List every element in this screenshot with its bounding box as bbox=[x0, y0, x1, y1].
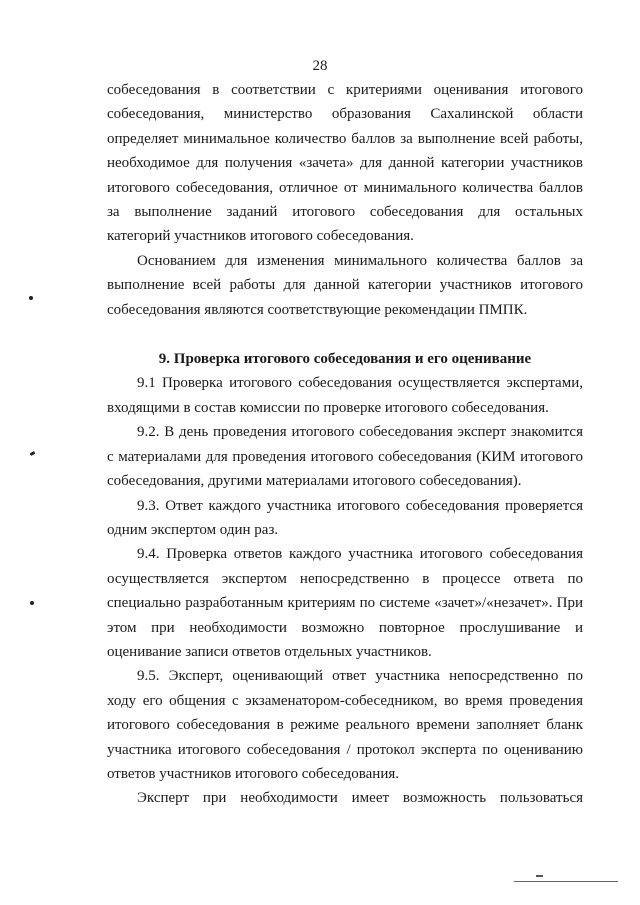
scan-speck bbox=[30, 601, 34, 605]
scan-speck bbox=[29, 296, 33, 300]
paragraph-continuation: собеседования в соответствии с критериями оценивания итогового собеседования, министерство образования Сахалинской области определяет минимальное количество баллов за выполнение всей работы, необходимое для получения «зачета» для данной категории участников итогового собеседования, отличное от минимального количества баллов за выполнение заданий итогового собеседования для остальных категорий участников итогового собеседования. bbox=[107, 82, 583, 245]
scan-mark bbox=[536, 875, 543, 877]
scan-speck bbox=[30, 451, 36, 456]
page-number: 28 bbox=[312, 58, 328, 74]
scan-line bbox=[514, 881, 618, 882]
paragraph-9-4: 9.4. Проверка ответов каждого участника итогового собеседования осуществляется экспертом непосредственно в процессе ответа по специально разработанным критериям по системе «зачет»/«незачет». При этом при необходимости возможно повторное прослушивание и оценивание записи ответов отдельных участников. bbox=[107, 546, 583, 660]
paragraph-pmpk-basis: Основанием для изменения минимального количества баллов за выполнение всей работы для данной категории участников итогового собеседования являются соответствующие рекомендации ПМПК. bbox=[107, 252, 583, 318]
paragraph-9-2: 9.2. В день проведения итогового собеседования эксперт знакомится с материалами для проведения итогового собеседования (КИМ итогового собеседования, другими материалами итогового собеседования). bbox=[107, 424, 583, 490]
paragraph-9-1: 9.1 Проверка итогового собеседования осуществляется экспертами, входящими в состав комиссии по проверке итогового собеседования. bbox=[107, 375, 583, 416]
paragraph-expert-continues: Эксперт при необходимости имеет возможность пользоваться bbox=[137, 790, 583, 807]
section-heading: 9. Проверка итогового собеседования и его оценивание bbox=[158, 351, 532, 368]
paragraph-9-3: 9.3. Ответ каждого участника итогового собеседования проверяется одним экспертом один раз. bbox=[107, 497, 583, 538]
paragraph-9-5: 9.5. Эксперт, оценивающий ответ участника непосредственно по ходу его общения с экзаменатором-собеседником, во время проведения итогового собеседования в режиме реального времени заполняет бланк участника итогового собеседования / протокол эксперта по оцениванию ответов участников итогового собеседования. bbox=[107, 668, 583, 782]
document-body bbox=[107, 78, 583, 811]
